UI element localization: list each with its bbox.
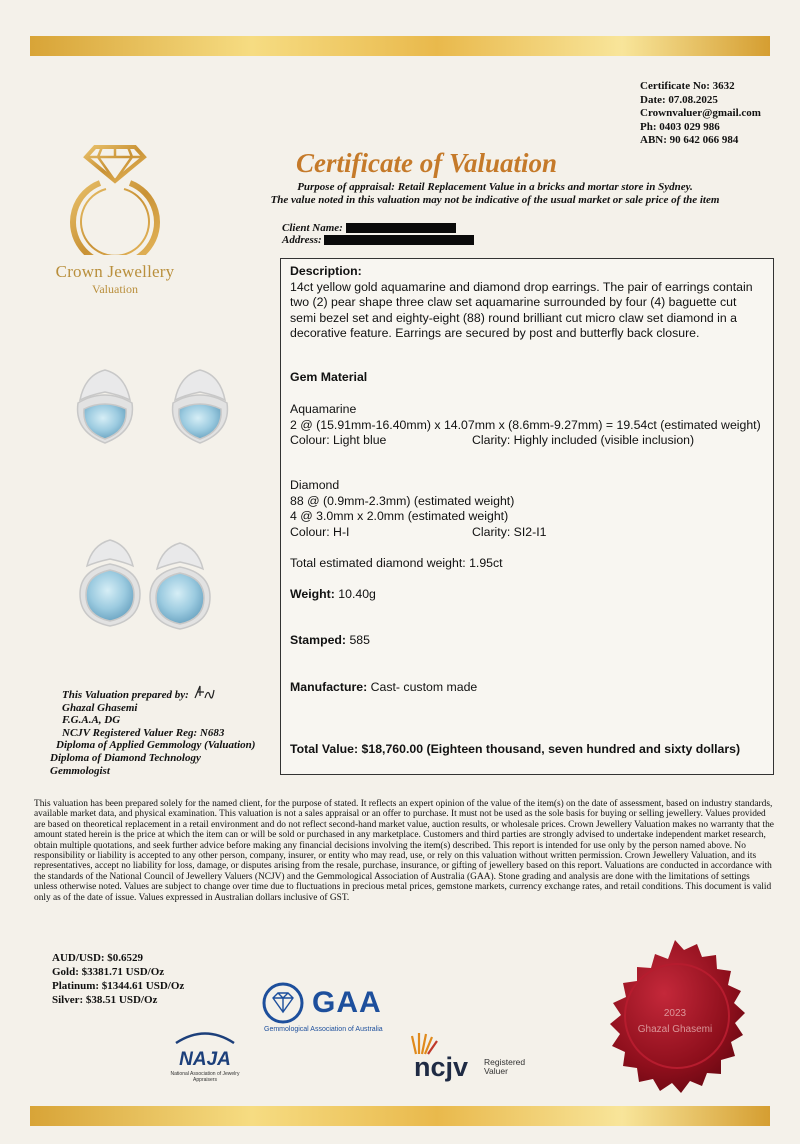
description-heading: Description:: [290, 264, 362, 278]
top-gold-bar: [30, 36, 770, 56]
preparer-registration: NCJV Registered Valuer Reg: N683: [62, 726, 225, 739]
description-box: [280, 258, 774, 775]
ncjv-registered-line-2: Valuer: [484, 1066, 508, 1076]
aquamarine-name: Aquamarine: [290, 402, 357, 416]
disclaimer-text: This valuation has been prepared solely for the named client, for the purpose of stated. It reflects an expert opinion of the value of the item(s) on the date of assessment, based on industry standards, available market data, and physical examination. This valuation is not a sales appraisal or an offer to purchase. It must not be used as the sole basis for buying or selling jewellery. Values provided are based on theoretical replacement in a retail environment and do not reflect second-hand market value, auction results, or wholesale prices. Crown Jewellery Valuation makes no warranty that the amount stated herein is the price at which the item can or will be sold or purchased in any marketplace. Customers and third parties are strongly advised to undertake independent market research, obtain multiple quotations, and seek further advice before making any financial decisions involving the item(s) described. This report is intended for use only by the person named above. No responsibility or liability is accepted to any other person, company, insurer, or entity who may read, use, or rely on this valuation without written permission. Crown Jewellery Valuation, and its representatives, accept no liability for loss, damage, or disputes arising from the resale, purchase, insurance, or gifting of jewellery based on this report. Valuations are conducted in accordance with the standards of the National Council of Jewellery Valuers (NCJV) and the Gemmological Association of Australia (GAA). Stone grading and analysis are done with the limitations of settings unless otherwise noted. Values are subject to change over time due to fluctuations in precious metal prices, gemstone markets, currency exchange rates, and retail conditions. This document is valid only as of the date of issue. Values expressed in Australian dollars inclusive of GST.: [34, 799, 774, 903]
ncjv-title: ncjv: [414, 1052, 469, 1082]
purpose-statement: [210, 181, 780, 207]
wax-seal: [580, 936, 770, 1106]
preparer-role: Gemmologist: [50, 764, 110, 777]
earring-top-right: [173, 370, 228, 443]
earrings-photo: [60, 345, 260, 655]
preparer-name: Ghazal Ghasemi: [62, 701, 138, 714]
rate-silver: Silver: $38.51 USD/Oz: [52, 994, 158, 1006]
prepared-by: [50, 684, 255, 777]
ncjv-registered: [484, 1058, 525, 1076]
crown-jewellery-logo: [30, 125, 200, 297]
certificate-number: Certificate No: 3632: [640, 80, 735, 92]
naja-logo: [168, 1030, 242, 1083]
certificate-phone: Ph: 0403 029 986: [640, 120, 720, 133]
seal-year: 2023: [663, 1008, 687, 1019]
purpose-line-1: Purpose of appraisal: Retail Replacement Value in a bricks and mortar store in Sydney.: [297, 181, 693, 193]
diamond-line-2: 4 @ 3.0mm x 2.0mm (estimated weight): [290, 509, 509, 523]
stamped-label: Stamped:: [290, 633, 347, 647]
gaa-logo: [260, 982, 400, 1033]
aquamarine-measure: 2 @ (15.91mm-16.40mm) x 14.07mm x (8.6mm-9.27mm) = 19.54ct (estimated weight): [290, 417, 761, 432]
redacted-client-name: [346, 223, 456, 233]
total-value-label: Total Value:: [290, 742, 359, 756]
naja-arc-icon: [170, 1030, 240, 1044]
aquamarine-colour: Colour: Light blue: [290, 433, 387, 447]
preparer-credentials: F.G.A.A, DG: [62, 714, 121, 727]
gaa-subtitle: Gemmological Association of Australia: [264, 1026, 383, 1033]
client-name-label: Client Name:: [282, 222, 343, 234]
gem-material-heading: Gem Material: [290, 370, 368, 384]
gaa-title: GAA: [312, 986, 382, 1019]
preparer-diploma-2: Diploma of Diamond Technology: [50, 751, 201, 764]
certificate-email: Crownvaluer@gmail.com: [640, 107, 761, 119]
ncjv-registered-line-1: Registered: [484, 1057, 526, 1067]
redacted-address: [324, 235, 474, 245]
metal-rates: [52, 951, 184, 1007]
page-title: Certificate of Valuation: [296, 148, 558, 178]
ring-logo-icon: [60, 125, 170, 255]
rate-gold: Gold: $3381.71 USD/Oz: [52, 966, 165, 978]
client-details: [282, 222, 474, 246]
aquamarine-clarity: Clarity: Highly included (visible inclusion): [472, 433, 695, 447]
description-text: 14ct yellow gold aquamarine and diamond drop earrings. The pair of earrings contain two (2) pear shape three claw set aquamarine surrounded by four (4) baguette cut semi bezel set and eighty-eight (88) round brilliant cut micro claw set diamond in a decorative feature. Earrings are secured by post and butterfly back closure.: [290, 279, 753, 340]
rate-aud-usd: AUD/USD: $0.6529: [52, 952, 144, 964]
ncjv-logo: [408, 1030, 548, 1080]
diamond-name: Diamond: [290, 478, 340, 492]
weight-value: 10.40g: [338, 587, 376, 601]
certificate-abn: ABN: 90 642 066 984: [640, 134, 739, 146]
logo-subtitle: Valuation: [92, 282, 138, 296]
certificate-date: Date: 07.08.2025: [640, 93, 718, 106]
stamped-value: 585: [349, 633, 370, 647]
naja-title: NAJA: [179, 1049, 231, 1070]
diamond-colour: Colour: H-I: [290, 524, 350, 539]
gaa-diamond-icon: [260, 982, 306, 1024]
manufacture-value: Cast- custom made: [370, 680, 478, 694]
diamond-clarity: Clarity: SI2-I1: [472, 524, 547, 539]
address-label: Address:: [282, 234, 322, 246]
prepared-label: This Valuation prepared by:: [62, 689, 189, 701]
rate-platinum: Platinum: $1344.61 USD/Oz: [52, 980, 185, 992]
logo-name: Crown Jewellery: [55, 262, 175, 281]
manufacture-label: Manufacture:: [290, 680, 368, 694]
certificate-info: [640, 80, 761, 148]
earring-bottom-right: [150, 543, 210, 629]
weight-label: Weight:: [290, 587, 335, 601]
total-value: $18,760.00 (Eighteen thousand, seven hundred and sixty dollars): [361, 742, 741, 756]
seal-name: Ghazal Ghasemi: [637, 1024, 713, 1035]
earring-top-left: [78, 370, 133, 443]
earrings-image-icon: [60, 345, 260, 655]
total-diamond-weight: Total estimated diamond weight: 1.95ct: [290, 556, 503, 570]
signature-icon: [192, 684, 216, 700]
wax-seal-icon: [580, 936, 770, 1106]
naja-subtitle: National Association of Jewelry Appraisers: [170, 1071, 240, 1083]
earring-bottom-left: [80, 540, 140, 626]
diamond-line-1: 88 @ (0.9mm-2.3mm) (estimated weight): [290, 493, 515, 508]
preparer-diploma-1: Diploma of Applied Gemmology (Valuation): [56, 739, 256, 752]
bottom-gold-bar: [30, 1106, 770, 1126]
purpose-line-2: The value noted in this valuation may not be indicative of the usual market or sale price of the item: [270, 194, 720, 206]
